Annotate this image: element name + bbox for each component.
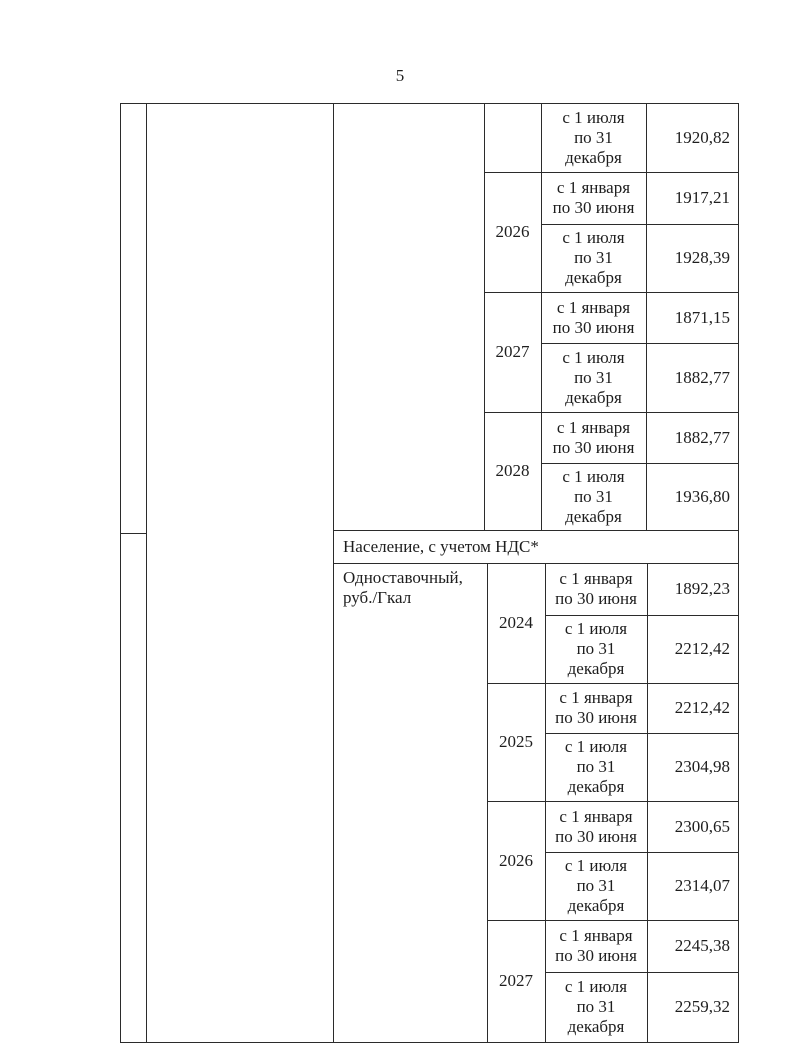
population-tariff-row-period: с 1 января по 30 июня (555, 806, 637, 846)
tariff-row-period: с 1 июля по 31 декабря (562, 107, 625, 167)
section-title: Население, с учетом НДС* (343, 537, 539, 556)
column-divider (146, 103, 147, 1042)
population-tariff-row-value: 1892,23 (674, 579, 730, 598)
tariff-row-period: с 1 июля по 31 декабря (562, 228, 625, 287)
year-cell: 2025 (499, 732, 533, 751)
population-tariff-row-value: 2300,65 (674, 816, 730, 836)
tariff-row-period: с 1 января по 30 июня (552, 297, 635, 337)
tariff-row-value: 1936,80 (674, 486, 730, 506)
population-tariff-row-value: 2245,38 (674, 936, 730, 955)
year-cell: 2027 (495, 342, 530, 361)
table-border-right (738, 103, 739, 1042)
year-cell: 2028 (495, 461, 530, 480)
column-divider (333, 103, 334, 1042)
population-tariff-row-period: с 1 января по 30 июня (555, 569, 637, 608)
tariff-row-value: 1917,21 (674, 188, 730, 207)
population-tariff-row-period: с 1 января по 30 июня (555, 688, 637, 727)
population-tariff-row-period: с 1 января по 30 июня (555, 926, 637, 965)
tariff-type-label: Одноставочный, руб./Гкал (343, 568, 463, 607)
table-border-bottom (120, 1042, 739, 1043)
population-tariff-row-period: с 1 июля по 31 декабря (564, 619, 628, 678)
tariff-row-value: 1928,39 (674, 248, 730, 267)
population-tariff-row-period: с 1 июля по 31 декабря (564, 737, 628, 796)
tariff-row-period: с 1 января по 30 июня (552, 178, 635, 217)
population-tariff-row-value: 2314,07 (674, 876, 730, 895)
tariff-row-period: с 1 января по 30 июня (552, 417, 635, 457)
column-divider (120, 533, 146, 534)
tariff-row-value: 1882,77 (674, 367, 730, 387)
tariff-row-value: 1920,82 (674, 127, 730, 147)
section-divider (333, 530, 738, 531)
population-tariff-row-value: 2212,42 (674, 639, 730, 658)
page-number: 5 (395, 66, 405, 85)
year-cell (484, 103, 541, 172)
tariff-row-value: 1871,15 (674, 307, 730, 327)
tariff-row-period: с 1 июля по 31 декабря (562, 347, 625, 407)
tariff-row-period: с 1 июля по 31 декабря (562, 466, 625, 526)
population-tariff-row-value: 2259,32 (674, 997, 730, 1016)
year-cell: 2024 (499, 613, 533, 632)
population-tariff-row-value: 2212,42 (674, 698, 730, 717)
year-cell: 2026 (499, 850, 533, 870)
population-tariff-row-period: с 1 июля по 31 декабря (564, 856, 628, 915)
year-cell: 2027 (499, 971, 533, 990)
table-border-left (120, 103, 121, 1042)
year-cell: 2026 (495, 222, 530, 241)
tariff-row-value: 1882,77 (674, 427, 730, 447)
population-tariff-row-value: 2304,98 (674, 757, 730, 776)
population-tariff-row-period: с 1 июля по 31 декабря (564, 977, 628, 1036)
